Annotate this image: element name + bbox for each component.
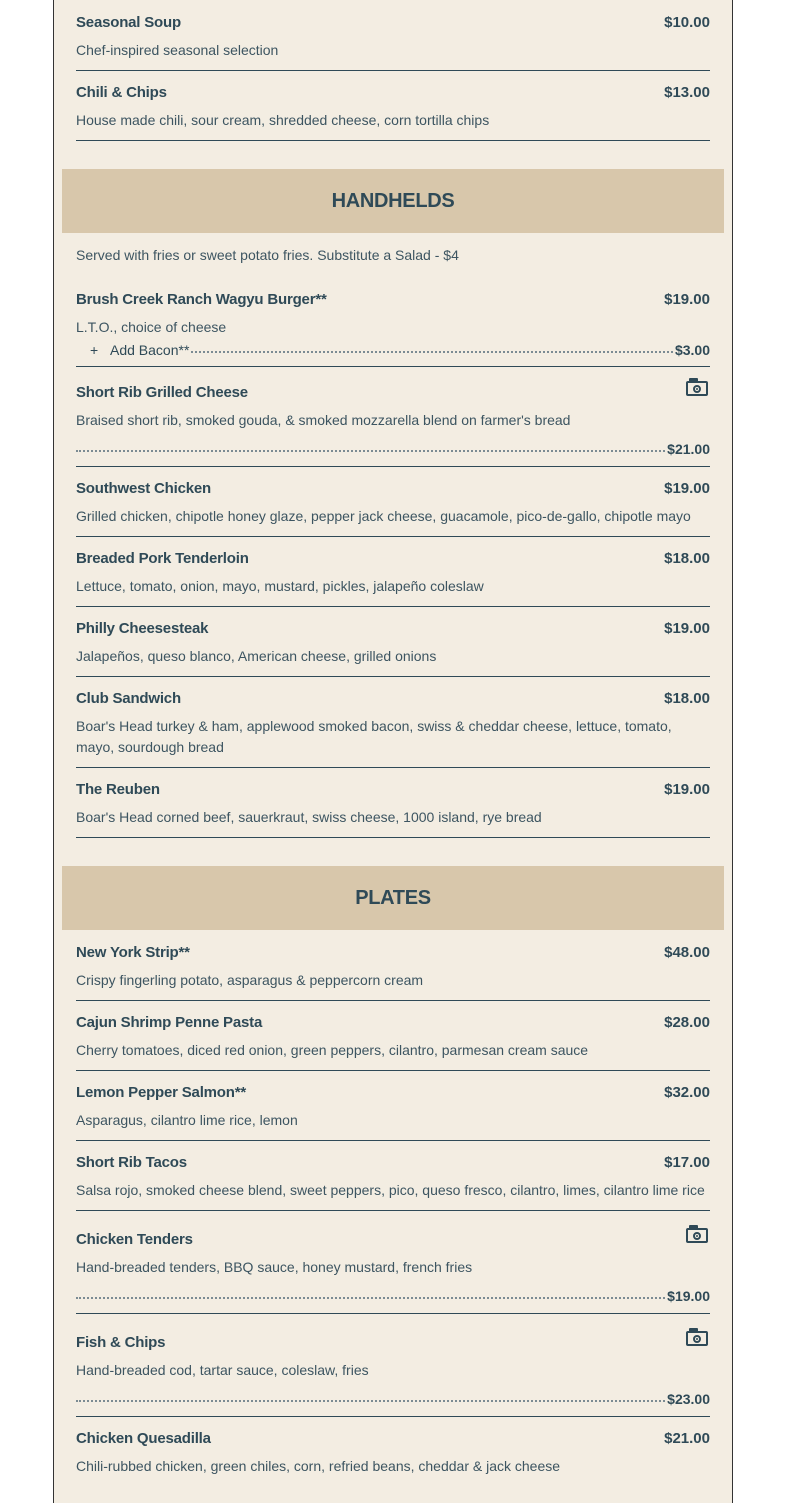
item-price: $28.00 bbox=[664, 1014, 710, 1031]
menu-item-philly-cheesesteak[interactable] bbox=[76, 607, 710, 677]
item-name: Cajun Shrimp Penne Pasta bbox=[76, 1014, 263, 1031]
camera-icon[interactable] bbox=[686, 377, 710, 397]
menu-item-reuben[interactable] bbox=[76, 768, 710, 838]
price-row bbox=[76, 1387, 710, 1407]
item-price: $21.00 bbox=[667, 441, 710, 457]
section-note: Served with fries or sweet potato fries. Substitute a Salad - $4 bbox=[76, 247, 459, 263]
item-description: Grilled chicken, chipotle honey glaze, pepper jack cheese, guacamole, pico-de-gallo, chipotle mayo bbox=[76, 508, 691, 524]
item-description: Hand-breaded tenders, BBQ sauce, honey mustard, french fries bbox=[76, 1259, 473, 1275]
item-price: $32.00 bbox=[664, 1084, 710, 1101]
item-price: $19.00 bbox=[667, 1288, 710, 1304]
item-price: $21.00 bbox=[664, 1430, 710, 1447]
item-description: Salsa rojo, smoked cheese blend, sweet peppers, pico, queso fresco, cilantro, limes, cilantro lime rice bbox=[76, 1182, 705, 1198]
item-description: Chili-rubbed chicken, green chiles, corn, refried beans, cheddar & jack cheese bbox=[76, 1458, 561, 1474]
item-description: Cherry tomatoes, diced red onion, green peppers, cilantro, parmesan cream sauce bbox=[76, 1042, 589, 1058]
price-row bbox=[76, 1284, 710, 1304]
menu-item-wagyu-burger[interactable] bbox=[76, 289, 710, 367]
menu-item-short-rib-tacos[interactable] bbox=[76, 1141, 710, 1211]
item-name: Seasonal Soup bbox=[76, 14, 181, 31]
section-title: HANDHELDS bbox=[331, 189, 455, 212]
item-name: Brush Creek Ranch Wagyu Burger** bbox=[76, 291, 327, 308]
item-price: $18.00 bbox=[664, 550, 710, 567]
menu-item-chili-chips[interactable] bbox=[76, 71, 710, 141]
item-price: $17.00 bbox=[664, 1154, 710, 1171]
item-name: Fish & Chips bbox=[76, 1334, 166, 1351]
item-description: Boar's Head corned beef, sauerkraut, swiss cheese, 1000 island, rye bread bbox=[76, 809, 542, 825]
item-price: $23.00 bbox=[667, 1391, 710, 1407]
item-price: $13.00 bbox=[664, 84, 710, 101]
addon-price: $3.00 bbox=[674, 342, 710, 358]
section-header-plates bbox=[62, 866, 724, 930]
section-header-handhelds bbox=[62, 169, 724, 233]
menu-item-ny-strip[interactable] bbox=[76, 942, 710, 1001]
item-price: $19.00 bbox=[664, 781, 710, 798]
menu-item-lemon-pepper-salmon[interactable] bbox=[76, 1071, 710, 1141]
menu-item-cajun-shrimp-pasta[interactable] bbox=[76, 1001, 710, 1071]
camera-icon[interactable] bbox=[686, 1224, 710, 1244]
menu-item-southwest-chicken[interactable] bbox=[76, 467, 710, 537]
item-name: Club Sandwich bbox=[76, 690, 181, 707]
item-name: Chili & Chips bbox=[76, 84, 167, 101]
item-description: Braised short rib, smoked gouda, & smoked mozzarella blend on farmer's bread bbox=[76, 412, 571, 428]
item-price: $18.00 bbox=[664, 690, 710, 707]
addon-label: Add Bacon** bbox=[110, 342, 190, 358]
price-row bbox=[76, 437, 710, 457]
menu-item-chicken-tenders[interactable] bbox=[76, 1211, 710, 1314]
menu-item-seasonal-soup[interactable] bbox=[76, 12, 710, 71]
item-description: Boar's Head turkey & ham, applewood smoked bacon, swiss & cheddar cheese, lettuce, tomato, mayo, sourdough bread bbox=[76, 718, 672, 755]
menu-item-pork-tenderloin[interactable] bbox=[76, 537, 710, 607]
item-name: New York Strip** bbox=[76, 944, 190, 961]
item-description: Asparagus, cilantro lime rice, lemon bbox=[76, 1112, 298, 1128]
dot-leader bbox=[76, 1400, 665, 1402]
dot-leader bbox=[76, 1297, 665, 1299]
plates-items bbox=[54, 930, 732, 1486]
item-description: Hand-breaded cod, tartar sauce, coleslaw, fries bbox=[76, 1362, 369, 1378]
addon-bacon[interactable] bbox=[76, 338, 710, 358]
item-name: Short Rib Grilled Cheese bbox=[76, 384, 248, 401]
item-price: $19.00 bbox=[664, 291, 710, 308]
item-name: Lemon Pepper Salmon** bbox=[76, 1084, 247, 1101]
item-price: $48.00 bbox=[664, 944, 710, 961]
menu-item-short-rib-grilled-cheese[interactable] bbox=[76, 367, 710, 467]
menu-item-chicken-quesadilla[interactable] bbox=[76, 1417, 710, 1486]
item-price: $19.00 bbox=[664, 620, 710, 637]
item-name: The Reuben bbox=[76, 781, 160, 798]
item-description: House made chili, sour cream, shredded cheese, corn tortilla chips bbox=[76, 112, 490, 128]
item-description: L.T.O., choice of cheese bbox=[76, 319, 227, 335]
item-name: Chicken Quesadilla bbox=[76, 1430, 211, 1447]
dot-leader bbox=[191, 351, 673, 353]
item-name: Chicken Tenders bbox=[76, 1231, 193, 1248]
item-description: Crispy fingerling potato, asparagus & peppercorn cream bbox=[76, 972, 424, 988]
item-price: $10.00 bbox=[664, 14, 710, 31]
item-name: Breaded Pork Tenderloin bbox=[76, 550, 249, 567]
camera-icon[interactable] bbox=[686, 1327, 710, 1347]
item-description: Lettuce, tomato, onion, mayo, mustard, pickles, jalapeño coleslaw bbox=[76, 578, 484, 594]
item-price: $19.00 bbox=[664, 480, 710, 497]
menu-item-fish-chips[interactable] bbox=[76, 1314, 710, 1417]
handhelds-items bbox=[54, 289, 732, 838]
item-description: Jalapeños, queso blanco, American cheese, grilled onions bbox=[76, 648, 437, 664]
section-title: PLATES bbox=[355, 886, 431, 909]
item-name: Short Rib Tacos bbox=[76, 1154, 187, 1171]
plus-icon: + bbox=[90, 342, 99, 358]
soup-items bbox=[54, 0, 732, 141]
item-name: Philly Cheesesteak bbox=[76, 620, 209, 637]
menu-page bbox=[53, 0, 733, 1503]
dot-leader bbox=[76, 450, 665, 452]
item-name: Southwest Chicken bbox=[76, 480, 211, 497]
item-description: Chef-inspired seasonal selection bbox=[76, 42, 279, 58]
menu-item-club-sandwich[interactable] bbox=[76, 677, 710, 768]
